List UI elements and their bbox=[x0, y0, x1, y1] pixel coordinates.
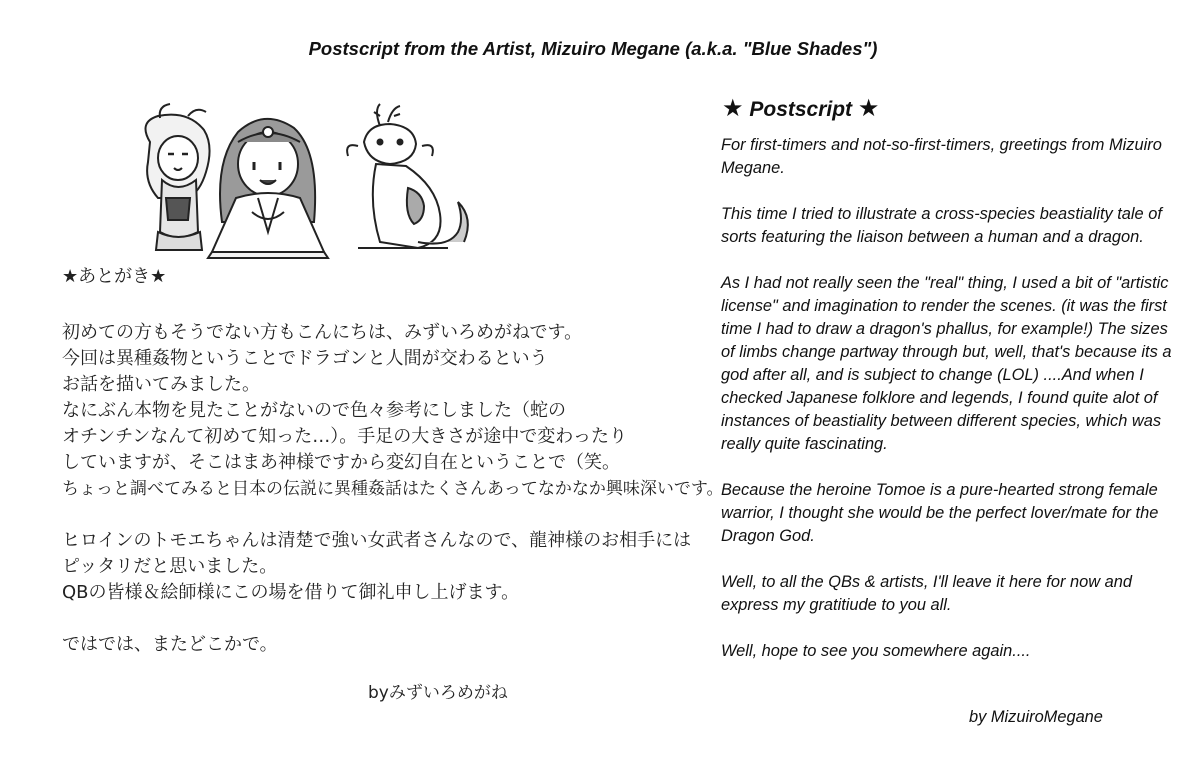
english-postscript bbox=[721, 134, 1181, 686]
english-paragraph: This time I tried to illustrate a cross-species beastiality tale of sorts featuring the liaison between a human and a dragon. bbox=[721, 205, 1162, 246]
english-paragraph: As I had not really seen the "real" thing, I used a bit of "artistic license" and imagination to render the scenes. (it was the first time I had to draw a dragon's phallus, for example!) The sizes of limbs change partway through but, well, that's because its a god after all, and is subject to change (LOL) ....And when I checked Japanese folklore and legends, I found quite alot of instances of beastiality between different species, which was really quite fascinating. bbox=[721, 274, 1172, 453]
japanese-line: 初めての方もそうでない方もこんにちは、みずいろめがねです。 bbox=[62, 322, 583, 343]
dragon-figure bbox=[347, 104, 468, 248]
japanese-line: ちょっと調べてみると日本の伝説に異種姦話はたくさんあってなかなか興味深いです。 bbox=[62, 479, 724, 499]
star-icon: ★ bbox=[722, 95, 744, 122]
japanese-line: お話を描いてみました。 bbox=[62, 374, 260, 395]
japanese-signature: byみずいろめがね bbox=[368, 683, 508, 703]
english-heading-text: Postscript bbox=[749, 98, 853, 121]
english-paragraph: Because the heroine Tomoe is a pure-hearted strong female warrior, I thought she would be the perfect lover/mate for the Dragon God. bbox=[721, 481, 1159, 545]
english-signature: by MizuiroMegane bbox=[969, 708, 1103, 726]
japanese-line: 今回は異種姦物ということでドラゴンと人間が交わるという bbox=[62, 348, 548, 369]
star-icon: ★ bbox=[857, 95, 880, 122]
japanese-line: QBの皆様＆絵師様にこの場を借りて御礼申し上げます。 bbox=[62, 582, 520, 603]
english-paragraph: Well, to all the QBs & artists, I'll leave it here for now and express my gratitiude to you all. bbox=[721, 573, 1132, 614]
japanese-line: オチンチンなんて初めて知った…）。手足の大きさが途中で変わったり bbox=[62, 426, 628, 447]
japanese-line: していますが、そこはまあ神様ですから変幻自在ということで（笑。 bbox=[62, 452, 620, 473]
shrine-maiden-figure bbox=[208, 119, 328, 258]
page-title: Postscript from the Artist, Mizuiro Megane (a.k.a. "Blue Shades") bbox=[308, 38, 878, 59]
horned-girl-figure bbox=[146, 104, 210, 250]
japanese-heading: ★あとがき★ bbox=[62, 266, 167, 287]
japanese-line: ではでは、またどこかで。 bbox=[62, 634, 278, 655]
character-illustration bbox=[118, 102, 478, 262]
japanese-line: ピッタリだと思いました。 bbox=[62, 556, 278, 577]
english-paragraph: For first-timers and not-so-first-timers, greetings from Mizuiro Megane. bbox=[721, 136, 1162, 177]
japanese-line: ヒロインのトモエちゃんは清楚で強い女武者さんなので、龍神様のお相手には bbox=[62, 530, 692, 551]
english-paragraph: Well, hope to see you somewhere again.... bbox=[721, 642, 1031, 660]
japanese-line: なにぶん本物を見たことがないので色々参考にしました（蛇の bbox=[62, 400, 566, 421]
english-heading bbox=[722, 94, 879, 123]
